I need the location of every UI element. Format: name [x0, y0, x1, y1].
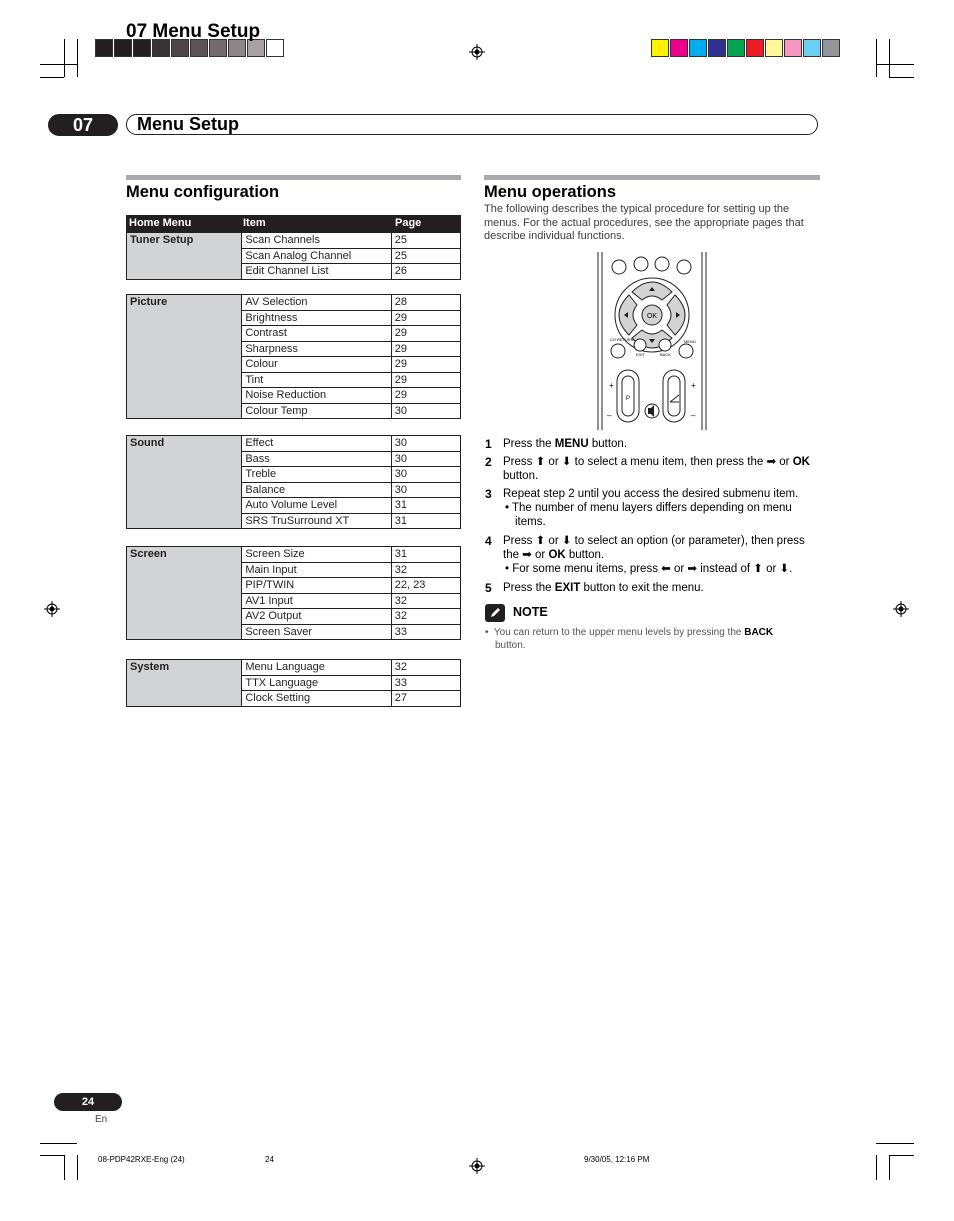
home-menu-cell: Sound — [127, 436, 242, 529]
item-cell: Edit Channel List — [242, 264, 391, 280]
language-code: En — [95, 1114, 108, 1125]
running-head: 07 Menu Setup — [126, 21, 261, 42]
page-cell: 33 — [391, 675, 460, 691]
page-cell: 32 — [391, 609, 460, 625]
header-page: Page — [395, 217, 422, 229]
crop-mark — [876, 1143, 914, 1144]
home-menu-cell: Tuner Setup — [127, 233, 242, 280]
bullet-icon: • — [505, 502, 513, 514]
color-swatch — [708, 39, 726, 57]
item-cell: Clock Setting — [242, 691, 391, 707]
chapter-title: Menu Setup — [137, 114, 239, 134]
header-item: Item — [243, 217, 266, 229]
page-cell: 33 — [391, 624, 460, 640]
step-text-part: button. — [565, 549, 605, 561]
remote-p-label: P — [625, 396, 631, 402]
step-text-part: button. — [588, 438, 628, 450]
item-cell: TTX Language — [242, 675, 391, 691]
registration-mark-icon — [469, 44, 485, 60]
item-cell: Colour — [242, 357, 391, 373]
page-cell: 30 — [391, 482, 460, 498]
page-number: 24 — [54, 1093, 122, 1111]
step-text-part: button. — [503, 470, 539, 482]
remote-plus-label: + — [609, 381, 614, 390]
menu-table — [126, 659, 461, 707]
step-bullet — [503, 562, 821, 576]
crop-mark — [889, 39, 890, 77]
intro-paragraph: The following describes the typical procedure for setting up the menus. For the actual procedures, see the appropriate pages that describe individual functions. — [484, 203, 804, 242]
step-text — [503, 534, 821, 576]
step-number: 1 — [485, 437, 492, 451]
registration-mark-icon — [893, 601, 909, 617]
crop-mark — [889, 1155, 890, 1180]
table-row — [127, 660, 461, 676]
table-row — [127, 295, 461, 311]
page-cell: 31 — [391, 498, 460, 514]
step-number: 4 — [485, 534, 492, 548]
item-cell: Main Input — [242, 562, 391, 578]
item-cell: Treble — [242, 467, 391, 483]
remote-back-label: BACK — [660, 352, 671, 357]
page-cell: 31 — [391, 513, 460, 529]
remote-minus-label: – — [607, 411, 612, 420]
color-swatch — [803, 39, 821, 57]
remote-exit-label: EXIT — [636, 352, 645, 357]
color-swatch — [784, 39, 802, 57]
crop-mark — [77, 39, 78, 77]
color-swatch — [95, 39, 113, 57]
step-text-part: Press ⬆ or ⬇ to select an option (or parameter), then press the ➡ or — [503, 535, 805, 561]
item-cell: PIP/TWIN — [242, 578, 391, 594]
item-cell: Colour Temp — [242, 403, 391, 419]
color-swatch — [765, 39, 783, 57]
crop-mark — [876, 39, 877, 77]
menu-table — [126, 232, 461, 280]
step-keyword: MENU — [554, 438, 589, 450]
chapter-number: 07 — [48, 114, 118, 136]
step-keyword: EXIT — [554, 582, 581, 594]
color-swatch — [727, 39, 745, 57]
step-text-part: Press ⬆ or ⬇ to select a menu item, then press the ➡ or — [503, 456, 793, 468]
item-cell: Scan Channels — [242, 233, 391, 249]
step-text — [503, 437, 821, 451]
home-menu-cell: Picture — [127, 295, 242, 419]
crop-mark — [40, 77, 64, 78]
page-cell: 29 — [391, 388, 460, 404]
remote-ch-return-label: CH RETURN — [610, 337, 634, 342]
step-text — [503, 487, 821, 529]
menu-table — [126, 546, 461, 640]
page-cell: 22, 23 — [391, 578, 460, 594]
section-rule — [126, 175, 461, 180]
page-cell: 32 — [391, 562, 460, 578]
registration-mark-icon — [469, 1158, 485, 1174]
home-menu-cell: System — [127, 660, 242, 707]
crop-mark — [889, 1155, 914, 1156]
item-cell: Screen Size — [242, 547, 391, 563]
step-bullet — [503, 501, 821, 529]
crop-mark — [64, 1155, 65, 1180]
page-cell: 29 — [391, 372, 460, 388]
page-cell: 30 — [391, 451, 460, 467]
crop-mark — [40, 1155, 64, 1156]
section-title-menu-configuration: Menu configuration — [126, 183, 280, 201]
page-cell: 28 — [391, 295, 460, 311]
step-keyword: OK — [792, 456, 810, 468]
item-cell: Noise Reduction — [242, 388, 391, 404]
page-cell: 30 — [391, 467, 460, 483]
page-cell: 25 — [391, 248, 460, 264]
page-cell: 29 — [391, 310, 460, 326]
item-cell: Screen Saver — [242, 624, 391, 640]
step-number: 3 — [485, 487, 492, 501]
page-cell: 26 — [391, 264, 460, 280]
menu-table — [126, 294, 461, 419]
note-keyword: BACK — [744, 627, 774, 638]
menu-table — [126, 435, 461, 529]
step-bullet-text: The number of menu layers differs depending on menu items. — [512, 502, 792, 528]
process-color-bar — [651, 39, 841, 57]
footer-page: 24 — [265, 1155, 274, 1164]
item-cell: Sharpness — [242, 341, 391, 357]
color-swatch — [266, 39, 284, 57]
step-text-part: Press the — [503, 582, 555, 594]
crop-mark — [77, 1155, 78, 1180]
item-cell: Scan Analog Channel — [242, 248, 391, 264]
crop-mark — [40, 64, 77, 65]
item-cell: Contrast — [242, 326, 391, 342]
step-text-part: Repeat step 2 until you access the desired submenu item. — [503, 488, 799, 500]
item-cell: SRS TruSurround XT — [242, 513, 391, 529]
item-cell: Brightness — [242, 310, 391, 326]
crop-mark — [64, 39, 65, 77]
table-row — [127, 233, 461, 249]
crop-mark — [876, 1155, 877, 1180]
color-swatch — [746, 39, 764, 57]
page-cell: 30 — [391, 403, 460, 419]
item-cell: Auto Volume Level — [242, 498, 391, 514]
note-label: NOTE — [513, 605, 548, 619]
footer-file: 08-PDP42RXE-Eng (24) — [98, 1155, 185, 1164]
step-text-part: Press the — [503, 438, 555, 450]
item-cell: Bass — [242, 451, 391, 467]
item-cell: Tint — [242, 372, 391, 388]
section-rule — [484, 175, 820, 180]
step-bullet-text: For some menu items, press ⬅ or ➡ instead of ⬆ or ⬇. — [512, 563, 793, 575]
page-cell: 29 — [391, 341, 460, 357]
note-bullet-icon: • — [485, 627, 494, 638]
item-cell: AV2 Output — [242, 609, 391, 625]
remote-minus-label: – — [691, 411, 696, 420]
step-keyword: OK — [548, 549, 566, 561]
note-pencil-icon — [485, 604, 505, 622]
note-text-before: You can return to the upper menu levels by pressing the — [493, 627, 745, 638]
remote-plus-label: + — [691, 381, 696, 390]
step-number: 2 — [485, 455, 492, 469]
step-text — [503, 581, 821, 595]
page-cell: 29 — [391, 357, 460, 373]
page-cell: 29 — [391, 326, 460, 342]
page-cell: 25 — [391, 233, 460, 249]
crop-mark — [889, 77, 914, 78]
table-header — [126, 215, 461, 232]
color-swatch — [822, 39, 840, 57]
item-cell: Menu Language — [242, 660, 391, 676]
note-text-after: button. — [495, 640, 526, 651]
footer-date: 9/30/05, 12:16 PM — [584, 1155, 650, 1164]
page-cell: 30 — [391, 436, 460, 452]
remote-menu-label: MENU — [684, 339, 696, 344]
crop-mark — [40, 1143, 77, 1144]
registration-mark-icon — [44, 601, 60, 617]
page-cell: 32 — [391, 593, 460, 609]
home-menu-cell: Screen — [127, 547, 242, 640]
page-cell: 32 — [391, 660, 460, 676]
color-swatch — [689, 39, 707, 57]
page-cell: 27 — [391, 691, 460, 707]
step-text — [503, 455, 821, 483]
header-home-menu: Home Menu — [129, 217, 192, 229]
item-cell: AV1 Input — [242, 593, 391, 609]
remote-control-illustration — [596, 252, 708, 430]
crop-mark — [876, 64, 914, 65]
color-swatch — [651, 39, 669, 57]
step-text-part: button to exit the menu. — [580, 582, 704, 594]
note-text — [485, 626, 805, 652]
item-cell: Effect — [242, 436, 391, 452]
table-row — [127, 436, 461, 452]
page-cell: 31 — [391, 547, 460, 563]
table-row — [127, 547, 461, 563]
step-number: 5 — [485, 581, 492, 595]
bullet-icon: • — [505, 563, 513, 575]
section-title-menu-operations: Menu operations — [484, 183, 617, 201]
remote-ok-label: OK — [646, 313, 658, 320]
color-swatch — [670, 39, 688, 57]
item-cell: AV Selection — [242, 295, 391, 311]
item-cell: Balance — [242, 482, 391, 498]
